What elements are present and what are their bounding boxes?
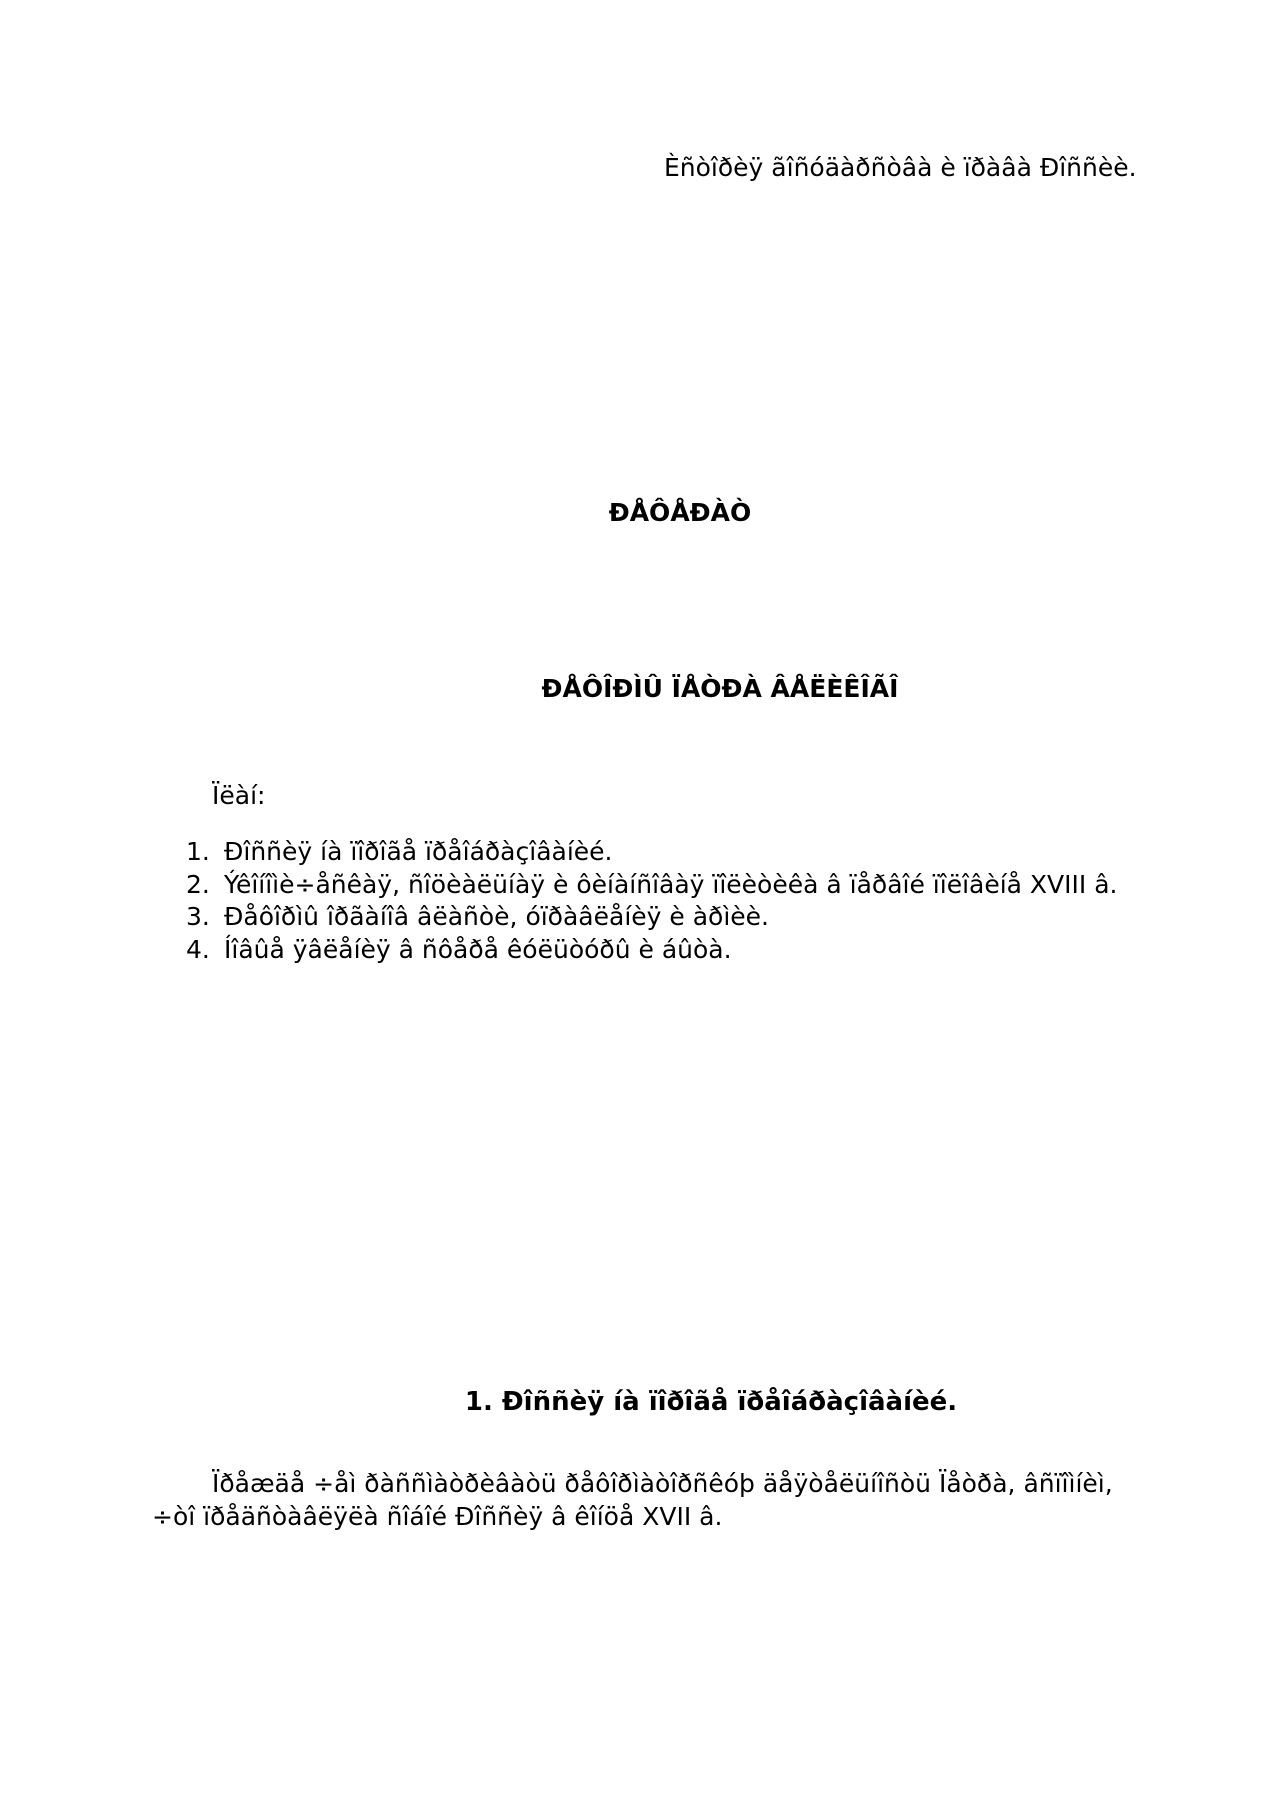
plan-item [186, 934, 1196, 967]
plan-item-number: 4. [186, 934, 210, 964]
plan-item-text: Ðåôîðìû îðãàíîâ âëàñòè, óïðàâëåíèÿ è àðìèè. [224, 902, 769, 931]
section-heading: 1. Ðîññèÿ íà ïîðîãå ïðåîáðàçîâàíèé. [464, 1387, 958, 1417]
plan-item-number: 2. [186, 869, 210, 899]
section-paragraph: Ïðåæäå ÷åì ðàññìàòðèâàòü ðåôîðìàòîðñêóþ äåÿòåëüíîñòü Ïåòðà, âñïîìíèì, ÷òî ïðåäñòàâëÿëà ñîáîé Ðîññèÿ â êîíöå XVII â. [152, 1469, 1113, 1531]
plan-list [186, 836, 1196, 966]
plan-item [186, 869, 1196, 902]
plan-item-number: 3. [186, 902, 210, 931]
plan-item-text: Íîâûå ÿâëåíèÿ â ñôåðå êóëüòóðû è áûòà. [224, 934, 732, 964]
plan-label: Ïëàí: [212, 781, 266, 810]
plan-item-text: Ýêîíîìè÷åñêàÿ, ñîöèàëüíàÿ è ôèíàíñîâàÿ ïîëèòèêà â ïåðâîé ïîëîâèíå XVIII â. [224, 869, 1118, 899]
document-title: ÐÅÔÎÐÌÛ ÏÅÒÐÀ ÂÅËÈÊÎÃÎ [541, 674, 899, 703]
plan-item [186, 901, 1196, 934]
header-subject-line: Èñòîðèÿ ãîñóäàðñòâà è ïðàâà Ðîññèè. [664, 153, 1137, 182]
plan-item [186, 836, 1196, 869]
plan-item-text: Ðîññèÿ íà ïîðîãå ïðåîáðàçîâàíèé. [224, 837, 613, 866]
document-type-label: ÐÅÔÅÐÀÒ [608, 498, 752, 527]
plan-item-number: 1. [186, 837, 210, 866]
